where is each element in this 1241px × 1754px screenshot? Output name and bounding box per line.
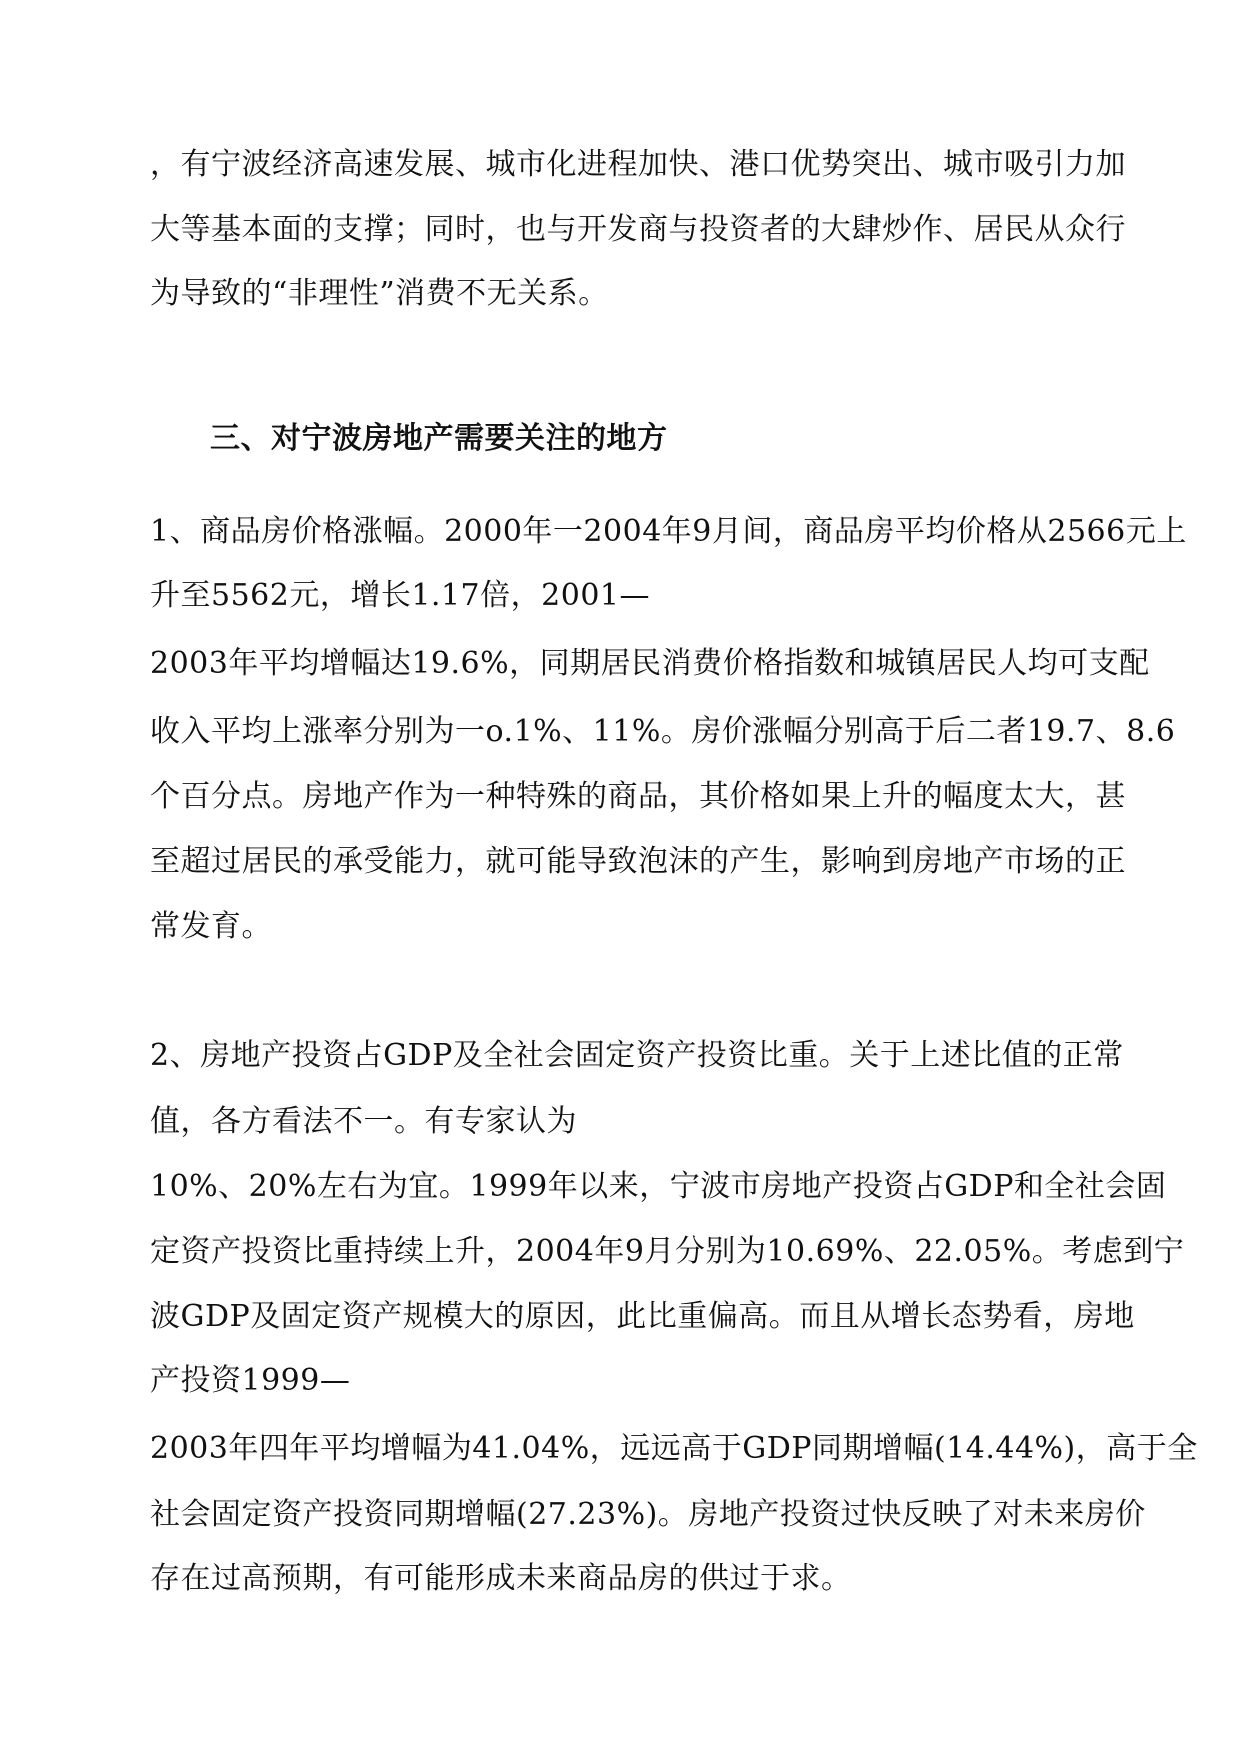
paragraph-3-line-9: 存在过高预期，有可能形成未来商品房的供过于求。: [150, 1561, 852, 1596]
paragraph-2-line-7: 常发育。: [150, 909, 272, 944]
paragraph-2-line-4: 收入平均上涨率分别为一o.1%、11%。房价涨幅分别高于后二者19.7、8.6: [150, 714, 1176, 749]
paragraph-2-line-3: 2003年平均增幅达19.6%，同期居民消费价格指数和城镇居民人均可支配: [150, 646, 1150, 681]
paragraph-3-line-1: 2、房地产投资占GDP及全社会固定资产投资比重。关于上述比值的正常: [150, 1038, 1124, 1073]
paragraph-1-line-3: 为导致的“非理性”消费不无关系。: [150, 276, 609, 311]
paragraph-1-line-1: ，有宁波经济高速发展、城市化进程加快、港口优势突出、城市吸引力加: [150, 147, 1126, 182]
paragraph-3-line-7: 2003年四年平均增幅为41.04%，远远高于GDP同期增幅(14.44%)，高于全: [150, 1431, 1198, 1466]
paragraph-3-line-5: 波GDP及固定资产规模大的原因，此比重偏高。而且从增长态势看，房地: [150, 1299, 1135, 1334]
paragraph-3-line-3: 10%、20%左右为宜。1999年以来，宁波市房地产投资占GDP和全社会固: [150, 1169, 1167, 1204]
paragraph-2-line-6: 至超过居民的承受能力，就可能导致泡沫的产生，影响到房地产市场的正: [150, 844, 1126, 879]
paragraph-2-line-1: 1、商品房价格涨幅。2000年一2004年9月间，商品房平均价格从2566元上: [150, 514, 1187, 549]
paragraph-1-line-2: 大等基本面的支撑；同时，也与开发商与投资者的大肆炒作、居民从众行: [150, 212, 1126, 247]
paragraph-3-line-8: 社会固定资产投资同期增幅(27.23%)。房地产投资过快反映了对未来房价: [150, 1497, 1146, 1532]
paragraph-2-line-2: 升至5562元，增长1.17倍，2001—: [150, 578, 650, 613]
paragraph-2-line-5: 个百分点。房地产作为一种特殊的商品，其价格如果上升的幅度太大，甚: [150, 779, 1126, 814]
paragraph-3-line-6: 产投资1999—: [150, 1363, 351, 1398]
paragraph-3-line-4: 定资产投资比重持续上升，2004年9月分别为10.69%、22.05%。考虑到宁: [150, 1234, 1185, 1269]
section-heading: 三、对宁波房地产需要关注的地方: [210, 421, 668, 456]
paragraph-3-line-2: 值，各方看法不一。有专家认为: [150, 1104, 577, 1139]
